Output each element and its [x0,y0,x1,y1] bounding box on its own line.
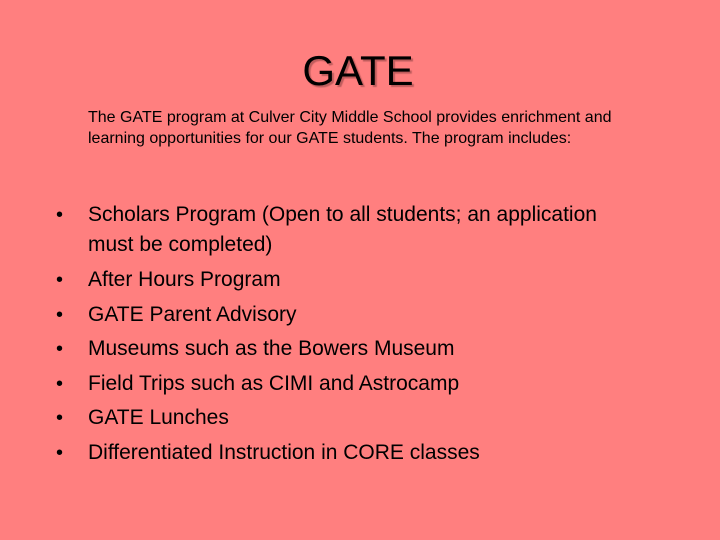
bullet-list [56,200,616,470]
list-item [56,436,616,471]
intro-paragraph: The GATE program at Culver City Middle School provides enrichment and learning opportunities for our GATE students. The program includes: [88,109,612,147]
bullet-icon: • [56,269,64,291]
list-item-text: Museums such as the Bowers Museum [88,337,455,360]
list-item-text: GATE Parent Advisory [88,302,297,326]
bullet-icon: • [56,204,64,226]
list-item-text: GATE Lunches [88,406,229,429]
list-item-text: Field Trips such as CIMI and Astrocamp [88,371,460,395]
bullet-icon: • [56,372,64,395]
bullet-icon: • [56,303,64,326]
list-item [56,367,616,402]
list-item-text: Scholars Program (Open to all students; an application must be completed) [88,203,597,256]
slide-title: GATE [302,47,414,94]
list-item [56,298,616,333]
bullet-icon: • [56,338,64,360]
bullet-icon: • [56,441,64,464]
list-item [56,200,616,263]
list-item-text: After Hours Program [88,268,281,291]
list-item-text: Differentiated Instruction in CORE classes [88,440,480,464]
list-item [56,263,616,298]
list-item [56,401,616,436]
bullet-icon: • [56,407,64,429]
list-item [56,332,616,367]
